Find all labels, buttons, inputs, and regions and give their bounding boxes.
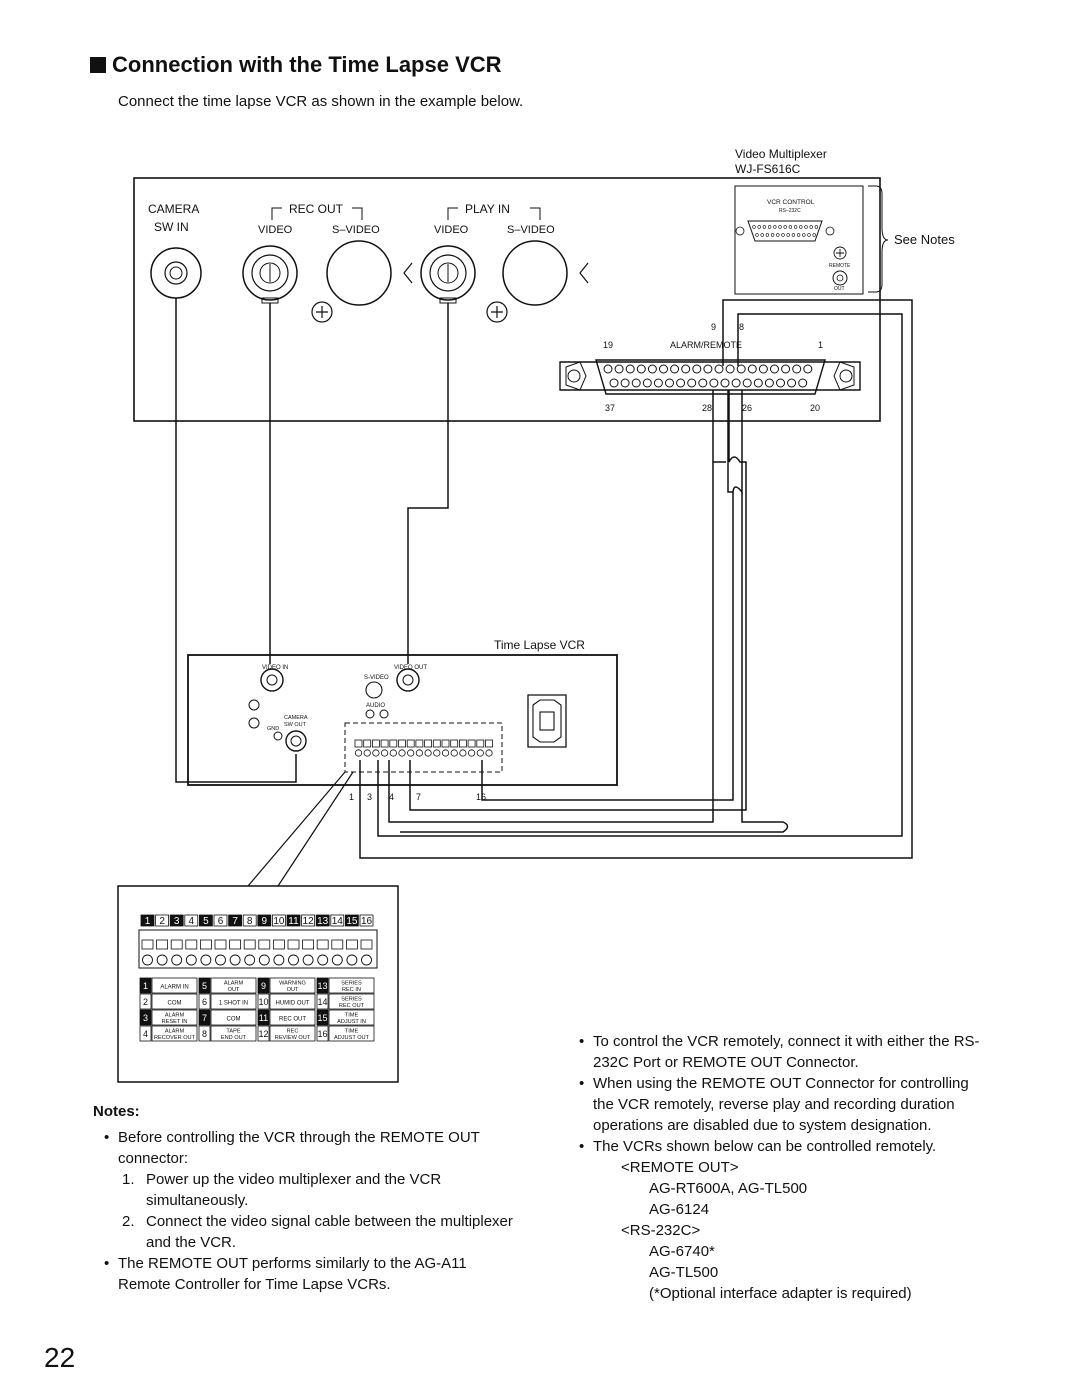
terminal-screw [172,955,182,965]
rs232c-pin [782,234,785,237]
dsub-pin [704,365,712,373]
term-3-label: 3 [367,792,373,802]
camera-sw-in-jack [151,248,201,298]
function-number: 15 [317,1013,328,1023]
vcr-terminal [407,740,414,747]
play-in-svideo-connector [503,241,588,305]
vcr-control-label: VCR CONTROL [767,199,815,206]
vcr-gnd-post [274,732,282,740]
vcr-terminal-screw [381,750,387,756]
rs232c-pin [805,226,808,229]
vcr-terminal-screw [451,750,457,756]
see-notes-label: See Notes [894,232,955,247]
terminal-screw [318,955,328,965]
rs232c-pin [756,234,759,237]
function-number: 5 [201,981,208,991]
rs232c-heading: <RS-232C> [621,1222,701,1239]
function-number: 13 [317,981,328,991]
page-number: 22 [44,1342,76,1373]
function-label: END OUT [220,1035,247,1041]
term-4-label: 4 [389,792,395,802]
terminal-slot [142,940,153,949]
dsub-pin [799,379,807,387]
page-title-text: Connection with the Time Lapse VCR [112,52,502,77]
intro-text: Connect the time lapse VCR as shown in the example below. [118,93,524,110]
function-label: ALARM [223,980,244,987]
function-label: RECOVER OUT [153,1035,196,1041]
rs232c-pin [784,226,787,229]
terminal-block-outline [345,723,502,772]
play-in-video-bnc [421,246,475,303]
pin-37-label: 37 [605,403,616,413]
notes-heading: Notes: [93,1103,140,1120]
function-number: 16 [317,1029,328,1039]
vcr-terminal-screw [460,750,466,756]
note-left-1: • Before controlling the VCR through the REMOTE OUT connector: [104,1129,480,1167]
rs232c-pin [787,234,790,237]
terminal-screw [216,955,226,965]
terminal-slot [230,940,241,949]
note-right-2: • When using the REMOTE OUT Connector for controlling the VCR remotely, reverse play and recording duration operations are disabled due to system designation. [579,1075,969,1134]
rs232c-pin [792,234,795,237]
dsub-pin [804,365,812,373]
dsub-pin [732,379,740,387]
function-label: OUT [286,987,299,993]
rec-out-video-bnc [243,246,297,303]
bullet-dot-icon: • [579,1033,585,1050]
vcr-terminal-screw [355,750,361,756]
play-in-video-label: VIDEO [434,224,469,236]
dsub-pin [610,379,618,387]
vcr-rear-panel [188,655,617,785]
terminal-number: 5 [203,916,209,927]
terminal-slot [346,940,357,949]
terminal-slot [288,940,299,949]
terminal-slot [215,940,226,949]
vcr-video-in-jack [261,669,283,691]
bullet-dot-icon: • [104,1129,110,1146]
function-label: TAPE [226,1028,241,1035]
terminal-number: 15 [346,916,358,927]
dsub-pin [643,379,651,387]
dsub-pin [671,365,679,373]
sw-in-label: SW IN [154,220,189,234]
dsub-pin [637,365,645,373]
vcr-terminal [364,740,371,747]
function-label: OUT [227,987,240,993]
dsub-pin [771,365,779,373]
rs232c-pin [813,234,816,237]
vcr-terminal [381,740,388,747]
dsub-pin [715,365,723,373]
function-number: 9 [260,981,267,991]
vcr-terminal-screw [425,750,431,756]
rs232c-model-1: AG-6740* [649,1243,715,1260]
function-number: 14 [317,997,328,1007]
remote-out-jack [833,271,847,285]
terminal-slot [171,940,182,949]
function-label: SERIES [341,996,362,1003]
dsub-pin [688,379,696,387]
rs232c-pin [810,226,813,229]
function-number: 12 [258,1029,269,1039]
vcr-camera-label: CAMERA [284,715,308,721]
rs232c-pin [802,234,805,237]
function-label: WARNING [279,980,306,987]
inset-screw-icon [834,247,846,259]
terminal-number-row [141,915,373,927]
vcr-power-inlet [528,695,566,747]
pin-26-label: 26 [742,403,753,413]
remote-out-model-1: AG-RT600A, AG-TL500 [649,1180,808,1197]
pin-9-label: 9 [711,322,717,332]
terminal-screw [186,955,196,965]
vcr-audio-jack [366,710,374,718]
dsub-pin [604,365,612,373]
vcr-terminal-screw [364,750,370,756]
dsub-pin [793,365,801,373]
terminal-number: 7 [232,916,238,927]
vcr-terminal [442,740,449,747]
terminal-slot [186,940,197,949]
function-label: TIME [344,1028,359,1035]
dsub-pin [699,379,707,387]
connection-cables [176,298,912,858]
vcr-label: Time Lapse VCR [494,638,585,652]
terminal-screw [245,955,255,965]
function-number: 3 [142,1013,149,1023]
terminal-number: 10 [273,916,285,927]
pin-8-label: 8 [739,322,745,332]
vcr-video-in-label: VIDEO IN [262,665,289,671]
terminal-number: 1 [144,916,151,927]
rs232c-pin [771,234,774,237]
function-label: ALARM IN [160,984,189,991]
terminal-number: 9 [261,916,268,927]
rs232c-label: RS–232C [779,208,801,214]
dsub-pin [754,379,762,387]
terminal-screw [347,955,357,965]
dsub-pin [782,365,790,373]
alarm-remote-connector [560,360,860,394]
terminal-screw [332,955,342,965]
vcr-indicator [249,700,259,710]
terminal-number: 8 [246,916,253,927]
function-number: 11 [258,1013,269,1023]
function-label: ADJUST OUT [333,1035,370,1041]
dsub-pin [788,379,796,387]
pin-1-label: 1 [818,340,824,350]
function-number: 7 [201,1013,208,1023]
terminal-screw [289,955,299,965]
dsub-pin [677,379,685,387]
panel-screw-icon [487,302,507,322]
rs232c-pin [768,226,771,229]
vcr-terminal-screw [408,750,414,756]
rs232c-pin [761,234,764,237]
dsub-pin [621,379,629,387]
terminal-slot [244,940,255,949]
term-7-label: 7 [416,792,422,802]
vcr-gnd-label: GND [267,726,280,732]
vcr-terminal-screw [434,750,440,756]
vcr-terminal-screw [477,750,483,756]
terminal-number: 12 [302,916,314,927]
vcr-terminal-screw [468,750,474,756]
terminal-slot [361,940,372,949]
vcr-terminal [477,740,484,747]
rs232c-pin [799,226,802,229]
pin-19-label: 19 [603,340,614,350]
dsub-pin [737,365,745,373]
terminal-screw [157,955,167,965]
pin-20-label: 20 [810,403,821,413]
rs232c-pin [758,226,761,229]
dsub-pin [654,379,662,387]
function-number: 8 [201,1029,208,1039]
terminal-screw [201,955,211,965]
rs232c-pin [808,234,811,237]
terminal-function-table [140,978,374,1041]
terminal-number: 13 [317,916,329,927]
remote-label: REMOTE [829,263,851,269]
rec-out-label: REC OUT [289,202,343,216]
vcr-terminal [416,740,423,747]
function-label: REC OUT [338,1003,365,1009]
term-1-label: 1 [349,792,355,802]
terminal-screw [274,955,284,965]
terminal-number: 4 [188,916,195,927]
terminal-slot [317,940,328,949]
vcr-sw-out-label: SW OUT [284,722,306,728]
remote-out-model-2: AG-6124 [649,1201,710,1218]
rs232c-port [736,221,834,241]
function-number: 6 [201,997,208,1007]
vcr-video-out-jack [397,669,419,691]
function-label: ALARM [164,1028,185,1035]
optional-adapter-footnote: (*Optional interface adapter is required) [649,1285,912,1302]
out-label: OUT [834,286,845,292]
vcr-terminal [390,740,397,747]
vcr-terminal-screw [399,750,405,756]
terminal-slot [200,940,211,949]
note-right-3: • The VCRs shown below can be controlled remotely. [579,1138,937,1155]
vcr-terminal-screw [486,750,492,756]
dsub-pin [748,365,756,373]
function-label: ADJUST IN [337,1019,366,1025]
multiplexer-model: WJ-FS616C [735,162,801,176]
rs232c-pin [797,234,800,237]
vcr-terminal-screw [416,750,422,756]
dsub-pin [682,365,690,373]
dsub-pin [777,379,785,387]
vcr-terminal-screw [390,750,396,756]
dsub-pin [765,379,773,387]
vcr-audio-jack [380,710,388,718]
note-left-step-2: 2. Connect the video signal cable between the multiplexer and the VCR. [122,1213,513,1251]
vcr-terminal [425,740,432,747]
vcr-terminal [355,740,362,747]
dsub-pin [743,379,751,387]
vcr-terminal [468,740,475,747]
terminal-screw [143,955,153,965]
bullet-dot-icon: • [579,1075,585,1092]
rs232c-pin [773,226,776,229]
vcr-terminal-screw [442,750,448,756]
function-number: 1 [142,981,149,991]
remote-out-heading: <REMOTE OUT> [621,1159,739,1176]
vcr-terminal [486,740,493,747]
function-number: 2 [142,997,149,1007]
vcr-svideo-jack [366,682,382,698]
pin-28-label: 28 [702,403,713,413]
rec-out-svideo-connector [327,241,412,305]
terminal-screw [303,955,313,965]
alarm-remote-label: ALARM/REMOTE [670,340,743,350]
panel-screw-icon [312,302,332,322]
term-16-label: 16 [476,792,487,802]
terminal-slot [303,940,314,949]
function-label: REC OUT [279,1016,306,1023]
function-label: RESET IN [161,1019,188,1025]
vcr-terminal [451,740,458,747]
dsub-pin [666,379,674,387]
play-in-label: PLAY IN [465,202,510,216]
vcr-camera-sw-out-jack [286,731,306,751]
rs232c-pin [753,226,756,229]
note-left-2: • The REMOTE OUT performs similarly to the AG-A11 Remote Controller for Time Lapse VCRs. [104,1255,467,1293]
function-label: REVIEW OUT [274,1035,311,1041]
rs232c-model-2: AG-TL500 [649,1264,719,1281]
terminal-slot [332,940,343,949]
vcr-terminal [399,740,406,747]
dsub-pin [721,379,729,387]
rs232c-pin [815,226,818,229]
rs232c-pin [766,234,769,237]
terminal-number: 2 [159,916,165,927]
vcr-terminal [372,740,379,747]
function-label: SERIES [341,980,362,987]
rs232c-pin [776,234,779,237]
dsub-pin [632,379,640,387]
vcr-terminal [459,740,466,747]
dsub-pin [710,379,718,387]
vcr-video-out-label: VIDEO OUT [394,665,428,671]
rs232c-pin [789,226,792,229]
function-label: TIME [344,1012,359,1019]
function-label: COM [226,1016,241,1023]
dsub-pin [693,365,701,373]
vcr-svideo-label: S-VIDEO [364,675,389,681]
vcr-terminal-strip [355,740,493,756]
dsub-pin [726,365,734,373]
terminal-number: 6 [217,916,224,927]
vcr-indicator [249,718,259,728]
dsub-pin [759,365,767,373]
bullet-dot-icon: • [579,1138,585,1155]
function-number: 4 [142,1029,149,1039]
rec-out-video-label: VIDEO [258,224,293,236]
terminal-number: 3 [173,916,180,927]
terminal-slot [273,940,284,949]
vcr-terminal-screw [373,750,379,756]
function-label: REC [286,1028,299,1035]
dsub-pin [626,365,634,373]
function-label: 1 SHOT IN [218,1000,249,1007]
terminal-screw [230,955,240,965]
vcr-terminal [433,740,440,747]
rs232c-pin [779,226,782,229]
note-right-1: • To control the VCR remotely, connect it with either the RS-232C Port or REMOTE OUT Connector. [579,1033,980,1071]
function-label: REC IN [342,987,361,993]
terminal-slot [157,940,168,949]
dsub-pin [660,365,668,373]
play-in-svideo-label: S–VIDEO [507,224,555,236]
function-number: 10 [258,997,269,1007]
rs232c-pin [794,226,797,229]
note-left-step-1: 1. Power up the video multiplexer and the VCR simultaneously. [122,1171,442,1209]
terminal-slot [259,940,270,949]
rs232c-pin [763,226,766,229]
bullet-dot-icon: • [104,1255,110,1272]
multiplexer-name: Video Multiplexer [735,147,827,161]
camera-label: CAMERA [148,202,200,216]
function-label: ALARM [164,1012,185,1019]
terminal-screw [362,955,372,965]
function-label: COM [167,1000,182,1007]
rec-out-svideo-label: S–VIDEO [332,224,380,236]
terminal-number: 16 [360,916,373,927]
terminal-detail-strip [139,930,377,968]
dsub-pin [648,365,656,373]
vcr-audio-label: AUDIO [366,703,386,709]
terminal-number: 11 [288,916,299,927]
terminal-number: 14 [331,916,343,927]
terminal-screw [259,955,269,965]
dsub-pin [615,365,623,373]
function-label: HUMID OUT [275,1000,310,1007]
